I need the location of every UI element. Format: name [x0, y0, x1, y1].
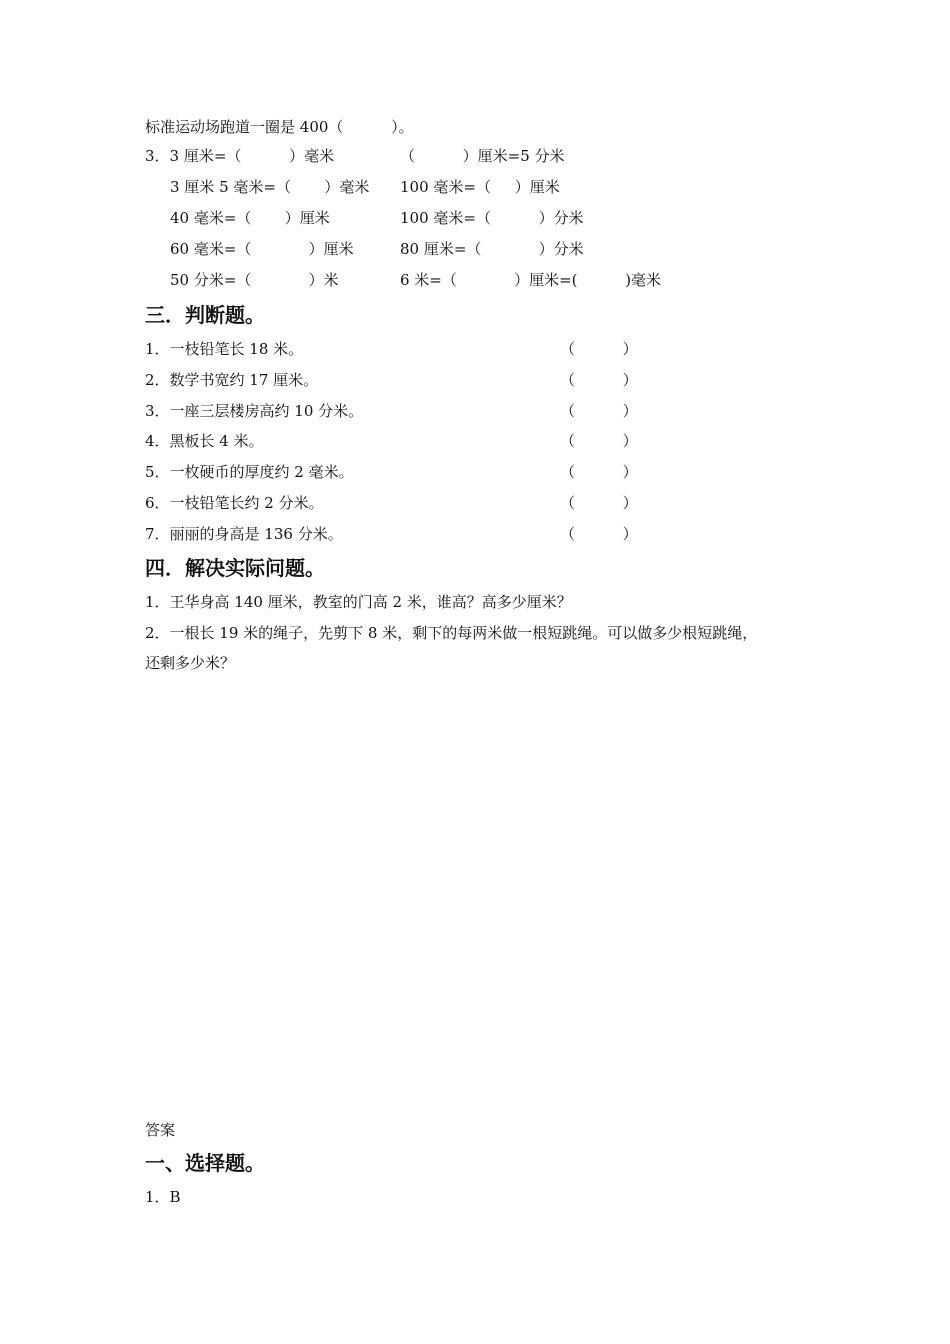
solve-question-1: 1．王华身高 140 厘米，教室的门高 2 米，谁高？高多少厘米？ — [145, 593, 572, 611]
question-track-length: 标准运动场跑道一圈是 400（ ）。 — [145, 118, 414, 136]
solve-question-2-line-1: 2．一根长 19 米的绳子，先剪下 8 米，剩下的每两米做一根短跳绳。可以做多少根短跳绳， — [145, 624, 758, 642]
judge-item-7: 7．丽丽的身高是 136 分米。 — [145, 525, 343, 543]
judge-item-5: 5．一枚硬币的厚度约 2 毫米。 — [145, 463, 354, 481]
judge-answer-blank-6: （ ） — [560, 494, 638, 512]
judge-answer-blank-5: （ ） — [560, 463, 638, 481]
judge-item-4: 4．黑板长 4 米。 — [145, 432, 264, 450]
question-3-row5-left: 50 分米=（ ）米 — [170, 271, 339, 289]
solve-question-2-line-2: 还剩多少米？ — [145, 654, 236, 672]
section-heading-judge: 三．判断题。 — [145, 303, 265, 327]
judge-item-2: 2．数学书宽约 17 厘米。 — [145, 371, 319, 389]
judge-answer-blank-1: （ ） — [560, 340, 638, 358]
judge-item-1: 1．一枝铅笔长 18 米。 — [145, 340, 304, 358]
judge-answer-blank-2: （ ） — [560, 371, 638, 389]
question-3-row2-right: 100 毫米=（ ）厘米 — [400, 178, 560, 196]
question-3-row2-left: 3 厘米 5 毫米=（ ）毫米 — [170, 178, 370, 196]
answers-label: 答案 — [145, 1121, 176, 1139]
answer-item-1: 1．B — [145, 1188, 181, 1206]
question-3-row4-right: 80 厘米=（ ）分米 — [400, 240, 584, 258]
section-heading-solve: 四．解决实际问题。 — [145, 556, 325, 580]
question-3-row3-right: 100 毫米=（ ）分米 — [400, 209, 584, 227]
question-3-row3-left: 40 毫米=（ ）厘米 — [170, 209, 330, 227]
question-3-row4-left: 60 毫米=（ ）厘米 — [170, 240, 354, 258]
judge-item-3: 3．一座三层楼房高约 10 分米。 — [145, 402, 364, 420]
judge-answer-blank-7: （ ） — [560, 525, 638, 543]
judge-answer-blank-3: （ ） — [560, 402, 638, 420]
judge-answer-blank-4: （ ） — [560, 432, 638, 450]
judge-item-6: 6．一枝铅笔长约 2 分米。 — [145, 494, 324, 512]
question-3-row5-right: 6 米=（ ）厘米=( )毫米 — [400, 271, 662, 289]
question-3-row1-left: 3．3 厘米=（ ）毫米 — [145, 147, 335, 165]
question-3-row1-right: （ ）厘米=5 分米 — [400, 147, 565, 165]
answers-section-heading: 一、选择题。 — [145, 1151, 265, 1175]
